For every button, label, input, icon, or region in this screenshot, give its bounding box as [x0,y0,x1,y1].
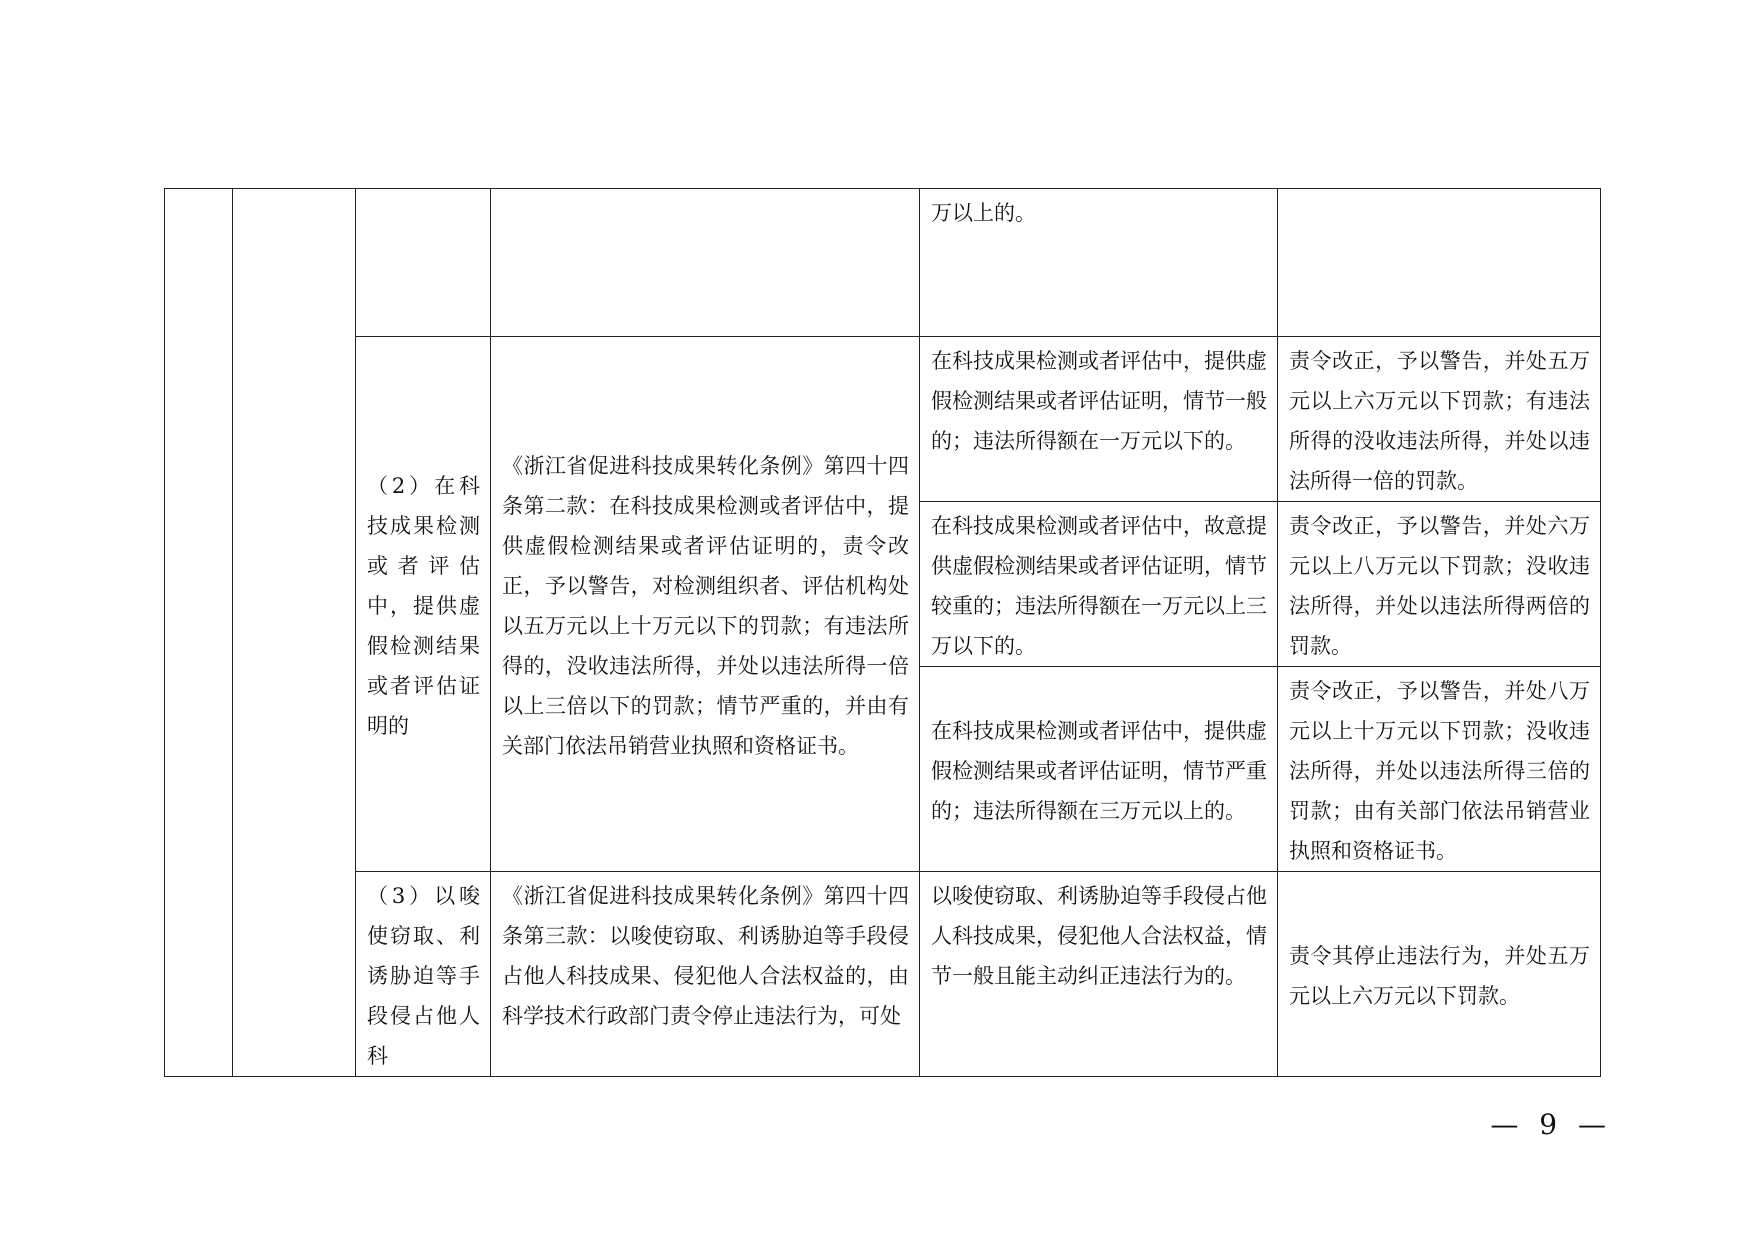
penalty-cell [1278,189,1601,337]
item-cell [356,189,491,337]
penalty-standard-table [164,188,1601,1077]
standard-cell: 在科技成果检测或者评估中，提供虚假检测结果或者评估证明，情节严重的；违法所得额在三万元以上的。 [920,667,1278,872]
penalty-cell: 责令改正，予以警告，并处五万元以上六万元以下罚款；有违法所得的没收违法所得，并处以违法所得一倍的罚款。 [1278,337,1601,502]
penalty-cell: 责令改正，予以警告，并处八万元以上十万元以下罚款；没收违法所得，并处以违法所得三倍的罚款；由有关部门依法吊销营业执照和资格证书。 [1278,667,1601,872]
basis-cell: 《浙江省促进科技成果转化条例》第四十四条第三款：以唆使窃取、利诱胁迫等手段侵占他人科技成果、侵犯他人合法权益的，由科学技术行政部门责令停止违法行为，可处 [491,872,920,1077]
standard-cell: 万以上的。 [920,189,1278,337]
penalty-cell: 责令改正，予以警告，并处六万元以上八万元以下罚款；没收违法所得，并处以违法所得两倍的罚款。 [1278,502,1601,667]
basis-cell: 《浙江省促进科技成果转化条例》第四十四条第二款：在科技成果检测或者评估中，提供虚假检测结果或者评估证明的，责令改正，予以警告，对检测组织者、评估机构处以五万元以上十万元以下的罚款；有违法所得的，没收违法所得，并处以违法所得一倍以上三倍以下的罚款；情节严重的，并由有关部门依法吊销营业执照和资格证书。 [491,337,920,872]
page-number: — 9 — [1490,1108,1612,1141]
seq-cell [165,189,233,1077]
standard-cell: 在科技成果检测或者评估中，故意提供虚假检测结果或者评估证明，情节较重的；违法所得额在一万元以上三万以下的。 [920,502,1278,667]
item-cell: （3）以唆使窃取、利诱胁迫等手段侵占他人科 [356,872,491,1077]
item-cell: （2）在科技成果检测或者评估中，提供虚假检测结果或者评估证明的 [356,337,491,872]
standard-cell: 以唆使窃取、利诱胁迫等手段侵占他人科技成果，侵犯他人合法权益，情节一般且能主动纠正违法行为的。 [920,872,1278,1077]
basis-cell [491,189,920,337]
penalty-cell: 责令其停止违法行为，并处五万元以上六万元以下罚款。 [1278,872,1601,1077]
table-row [165,872,1601,1077]
table-row [165,337,1601,502]
table-row [165,189,1601,337]
standard-cell: 在科技成果检测或者评估中，提供虚假检测结果或者评估证明，情节一般的；违法所得额在一万元以下的。 [920,337,1278,502]
category-cell [233,189,356,1077]
